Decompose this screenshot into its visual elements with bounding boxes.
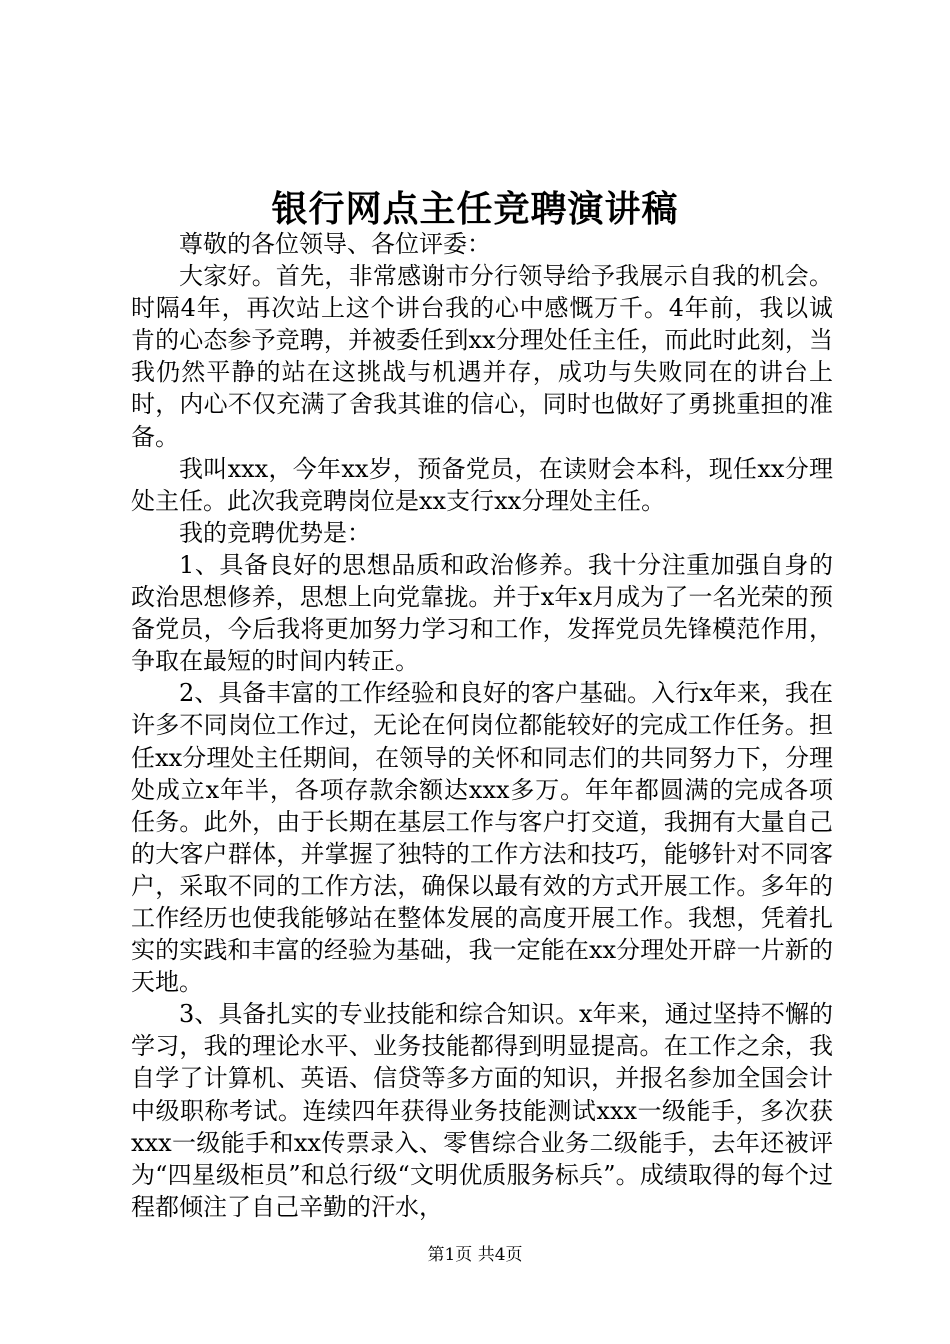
document-title: 银行网点主任竞聘演讲稿	[271, 188, 679, 230]
paragraph-advantages-heading: 我的竞聘优势是：	[179, 518, 371, 547]
paragraph-advantage-3: 3、具备扎实的专业技能和综合知识。x年来，通过坚持不懈的学习，我的理论水平、业务技能都得到明显提高。在工作之余，我自学了计算机、英语、信贷等多方面的知识，并报名参加全国会计中级职称考试。连续四年获得业务技能测试xxx一级能手，多次获xxx一级能手和xx传票录入、零售综合业务二级能手，去年还被评为“四星级柜员”和总行级“文明优质服务标兵”。成绩取得的每个过程都倾注了自己辛勤的汗水，	[131, 1000, 833, 1221]
paragraph-opening: 大家好。首先，非常感谢市分行领导给予我展示自我的机会。时隔4年，再次站上这个讲台我的心中感慨万千。4年前，我以诚肯的心态参予竞聘，并被委任到xx分理处任主任，而此时此刻，当我仍然平静的站在这挑战与机遇并存，成功与失败同在的讲台上时，内心不仅充满了舍我其谁的信心，同时也做好了勇挑重担的准备。	[131, 262, 833, 451]
document-body	[131, 228, 833, 1223]
page-footer: 第1页 共4页	[427, 1245, 523, 1265]
paragraph-advantage-2: 2、具备丰富的工作经验和良好的客户基础。入行x年来，我在许多不同岗位工作过，无论在何岗位都能较好的完成工作任务。担任xx分理处主任期间，在领导的关怀和同志们的共同努力下，分理处成立x年半，各项存款余额达xxx多万。年年都圆满的完成各项任务。此外，由于长期在基层工作与客户打交道，我拥有大量自己的大客户群体，并掌握了独特的工作方法和技巧，能够针对不同客户，采取不同的工作方法，确保以最有效的方式开展工作。多年的工作经历也使我能够站在整体发展的高度开展工作。我想，凭着扎实的实践和丰富的经验为基础，我一定能在xx分理处开辟一片新的天地。	[131, 679, 833, 997]
paragraph-salutation: 尊敬的各位领导、各位评委：	[179, 230, 491, 258]
paragraph-advantage-1: 1、具备良好的思想品质和政治修养。我十分注重加强自身的政治思想修养，思想上向党靠拢。并于x年x月成为了一名光荣的预备党员，今后我将更加努力学习和工作，发挥党员先锋模范作用，争取在最短的时间内转正。	[131, 550, 833, 676]
paragraph-introduction: 我叫xxx，今年xx岁，预备党员，在读财会本科，现任xx分理处主任。此次我竞聘岗位是xx支行xx分理处主任。	[131, 454, 833, 515]
